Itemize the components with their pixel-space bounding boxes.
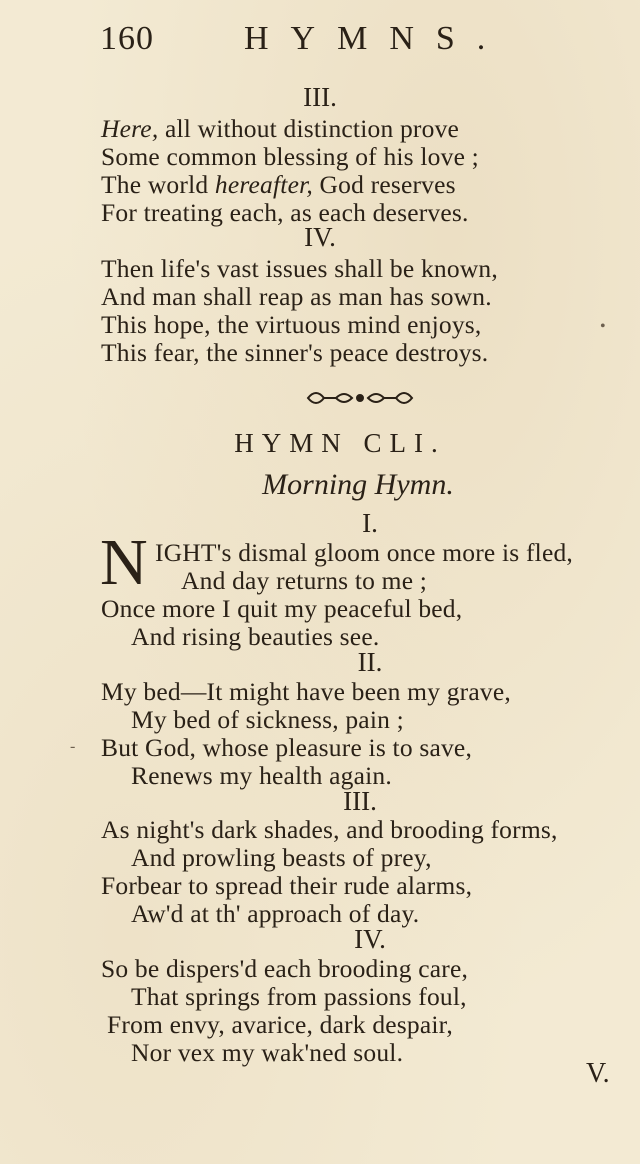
verse-line: Then life's vast issues shall be known,: [101, 254, 498, 283]
verse-line: Aw'd at th' approach of day.: [131, 899, 420, 928]
verse-line: And day returns to me ;: [181, 566, 428, 595]
stanza-numeral: I.: [362, 508, 378, 538]
verse-text: The world: [101, 170, 209, 199]
verse-line: Some common blessing of his love ;: [101, 142, 479, 171]
verse-line: And prowling beasts of prey,: [131, 843, 432, 872]
verse-line: This fear, the sinner's peace destroys.: [101, 338, 489, 367]
verse-line: [101, 170, 456, 200]
italic-word: hereafter,: [214, 170, 313, 199]
verse-line: But God, whose pleasure is to save,: [101, 733, 473, 762]
catchword: V.: [586, 1058, 610, 1089]
verse-line: For treating each, as each deserves.: [101, 198, 469, 227]
stanza-numeral: II.: [357, 647, 383, 677]
verse-text: all without distinction prove: [164, 114, 460, 143]
verse-line: Renews my health again.: [131, 761, 392, 790]
hymn-title: HYMN CLI.: [234, 428, 446, 458]
verse-line: Once more I quit my peaceful bed,: [101, 594, 463, 623]
print-mark: -: [70, 738, 76, 755]
verse-line: That springs from passions foul,: [131, 982, 467, 1011]
verse-line: As night's dark shades, and brooding forms,: [101, 815, 558, 844]
verse-line: Nor vex my wak'ned soul.: [131, 1038, 404, 1067]
verse-line: From envy, avarice, dark despair,: [107, 1010, 453, 1039]
verse-line: Forbear to spread their rude alarms,: [101, 871, 473, 900]
hymn-subtitle: Morning Hymn.: [262, 468, 454, 501]
verse-line: [101, 114, 459, 144]
print-mark: •: [600, 318, 606, 335]
italic-word: Here,: [101, 114, 159, 143]
running-head: HYMNS.: [244, 20, 508, 57]
verse-line: My bed of sickness, pain ;: [131, 705, 404, 734]
stanza-numeral: IV.: [354, 924, 386, 954]
verse-line: This hope, the virtuous mind enjoys,: [101, 310, 482, 339]
verse-line: My bed—It might have been my grave,: [101, 677, 511, 706]
verse-line: And man shall reap as man has sown.: [101, 282, 492, 311]
stanza-numeral: IV.: [304, 222, 336, 252]
ornament-divider-icon: [300, 384, 420, 412]
page-number: 160: [100, 20, 154, 57]
verse-line: And rising beauties see.: [131, 622, 380, 651]
stanza-numeral: III.: [343, 786, 377, 816]
verse-line: So be dispers'd each brooding care,: [101, 954, 469, 983]
stanza-numeral: III.: [303, 82, 337, 112]
verse-line: IGHT's dismal gloom once more is fled,: [155, 538, 573, 567]
verse-text: God reserves: [319, 170, 456, 199]
drop-cap: N: [100, 526, 148, 599]
